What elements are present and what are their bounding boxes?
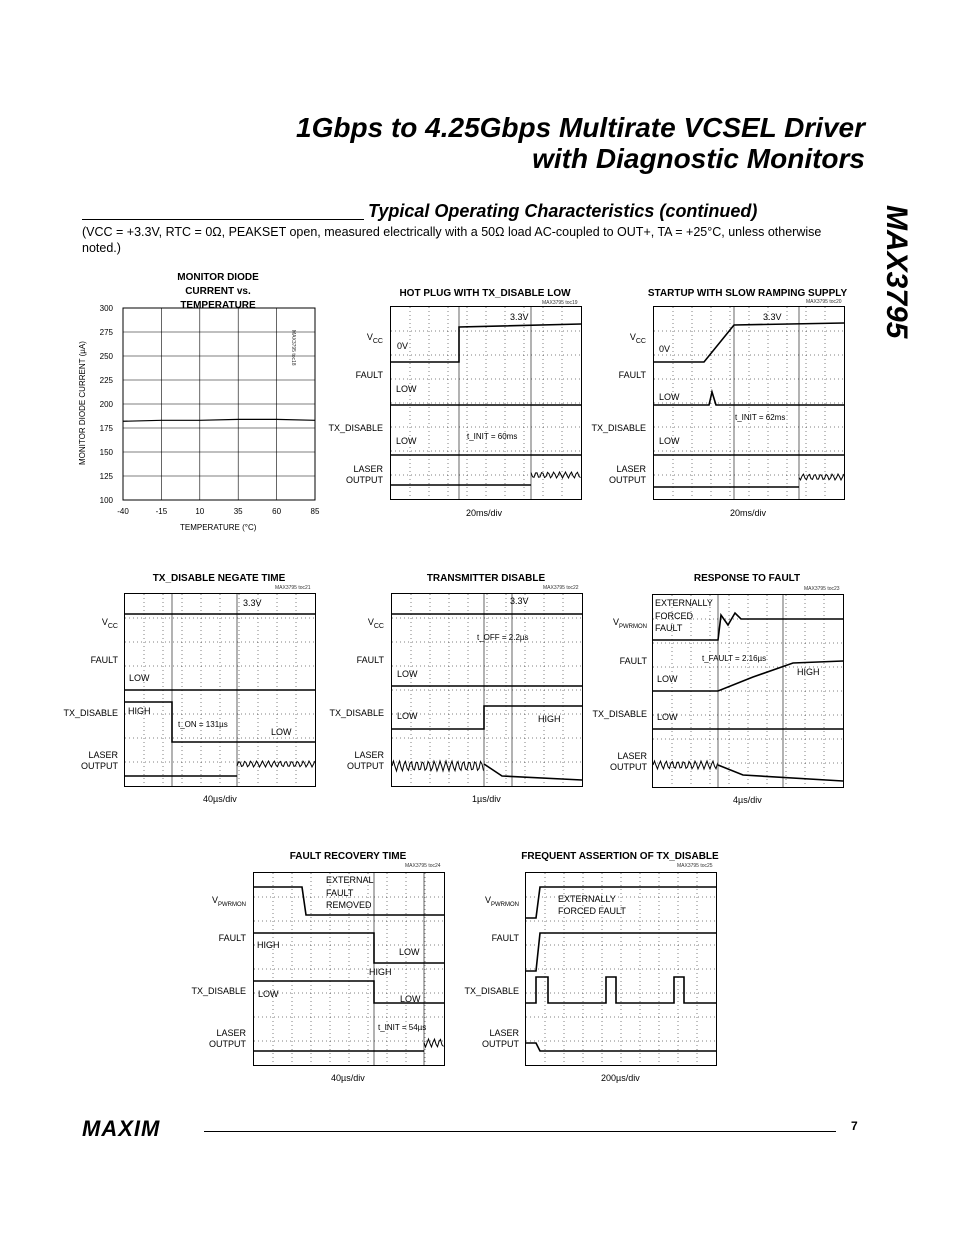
chart1-xtick: 35 xyxy=(233,507,243,516)
chart7-ann-ext3: REMOVED xyxy=(326,900,372,910)
s4-laser-noise xyxy=(237,761,315,767)
chart1-ytick: 125 xyxy=(99,472,113,481)
chart5-ann-low2: LOW xyxy=(397,711,418,721)
section-rule xyxy=(82,219,364,220)
chart4-ann-3v3: 3.3V xyxy=(243,598,262,608)
chart1-xtick: 10 xyxy=(195,507,205,516)
chart3-fault-label: FAULT xyxy=(618,370,646,380)
chart3-laser-label: LASER OUTPUT xyxy=(609,464,646,485)
chart4-ann-low: LOW xyxy=(129,673,150,683)
chart4-code: MAX3795 toc21 xyxy=(275,585,311,591)
chart3-ann-0v: 0V xyxy=(659,344,671,354)
chart8-txd-label: TX_DISABLE xyxy=(464,986,519,996)
chart8-ann-ext2: FORCED FAULT xyxy=(558,906,626,916)
chart1-xtick: -40 xyxy=(117,507,129,516)
chart5-ann-toff: t_OFF = 2.2µs xyxy=(477,633,529,642)
chart5-fault-label: FAULT xyxy=(356,655,384,665)
chart7-vpwrmon-label: $V_{PWRMON}$ xyxy=(211,895,246,908)
chart1-xtick: 85 xyxy=(310,507,320,516)
chart8-title: FREQUENT ASSERTION OF TX_DISABLE xyxy=(521,851,719,862)
chart2-ann-3v3: 3.3V xyxy=(510,312,529,322)
chart3-vcc-label: $V_{CC}$ xyxy=(629,332,646,345)
chart7-ann-ext2: FAULT xyxy=(326,888,354,898)
chart7-ann-ext1: EXTERNAL xyxy=(326,875,374,885)
chart2-timediv: 20ms/div xyxy=(466,508,503,518)
chart2-code: MAX3795 toc19 xyxy=(542,300,578,306)
chart4-ann-low2: LOW xyxy=(271,727,292,737)
chart6-timediv: 4µs/div xyxy=(733,795,762,805)
chart4-txd-label: TX_DISABLE xyxy=(63,708,118,718)
chart7-ann-low3: LOW xyxy=(400,994,421,1004)
chart3-timediv: 20ms/div xyxy=(730,508,767,518)
chart1-title-text: MONITOR DIODE CURRENT vs. TEMPERATURE xyxy=(177,272,259,311)
chart6-code: MAX3795 toc23 xyxy=(804,586,840,592)
chart6-fault-label: FAULT xyxy=(619,656,647,666)
s7-laser-noise xyxy=(424,1039,444,1047)
chart6-ann-low1: LOW xyxy=(657,674,678,684)
chart6-txd-label: TX_DISABLE xyxy=(592,709,647,719)
chart8-code: MAX3795 toc25 xyxy=(677,863,713,869)
chart2-fault-label: FAULT xyxy=(355,370,383,380)
conditions-line2: noted.) xyxy=(82,241,121,255)
chart1-ylabel: MONITOR DIODE CURRENT (µA) xyxy=(78,341,87,465)
chart2-laser-label: LASER OUTPUT xyxy=(346,464,383,485)
chart2-txd-label: TX_DISABLE xyxy=(328,423,383,433)
chart5-vcc-label: $V_{CC}$ xyxy=(367,617,384,630)
chart4-vcc-label: $V_{CC}$ xyxy=(101,617,118,630)
chart4-ann-high: HIGH xyxy=(128,706,151,716)
chart1-ytick: 150 xyxy=(99,448,113,457)
s2-laser-noise xyxy=(531,472,581,478)
doc-title-line1: 1Gbps to 4.25Gbps Multirate VCSEL Driver xyxy=(296,112,865,143)
chart2-vcc-label: $V_{CC}$ xyxy=(366,332,383,345)
chart7-title: FAULT RECOVERY TIME xyxy=(289,851,407,862)
s6-laser-noise xyxy=(653,761,718,769)
chart5-scope xyxy=(391,593,583,787)
chart8-fault-label: FAULT xyxy=(491,933,519,943)
chart3-code: MAX3795 toc20 xyxy=(806,299,842,305)
chart7-ann-low2: LOW xyxy=(258,989,279,999)
chart7-ann-high1: HIGH xyxy=(257,940,280,950)
chart1-ytick: 250 xyxy=(99,352,113,361)
chart5-code: MAX3795 toc22 xyxy=(543,585,579,591)
chart7-txd-label: TX_DISABLE xyxy=(191,986,246,996)
section-title: Typical Operating Characteristics (continued) xyxy=(368,201,758,221)
chart5-title: TRANSMITTER DISABLE xyxy=(426,573,546,584)
chart7-ann-high2: HIGH xyxy=(369,967,392,977)
chart6-ann-ext3: FAULT xyxy=(655,623,683,633)
chart1-ytick: 200 xyxy=(99,400,113,409)
chart4-laser-label: LASER OUTPUT xyxy=(81,750,118,771)
page-number: 7 xyxy=(851,1119,858,1133)
chart4-scope xyxy=(124,593,316,787)
chart3-ann-low1: LOW xyxy=(659,392,680,402)
chart3-title: STARTUP WITH SLOW RAMPING SUPPLY xyxy=(647,288,848,299)
chart5-laser-label: LASER OUTPUT xyxy=(347,750,384,771)
chart8-ann-ext1: EXTERNALLY xyxy=(558,894,616,904)
chart3-ann-tinit: t_INIT = 62ms xyxy=(735,413,786,422)
chart7-code: MAX3795 toc24 xyxy=(405,863,441,869)
chart1-ytick: 225 xyxy=(99,376,113,385)
chart4-fault-label: FAULT xyxy=(90,655,118,665)
chart1-series-line xyxy=(123,419,315,421)
chart1-ytick: 275 xyxy=(99,328,113,337)
chart5-waveforms xyxy=(392,594,582,786)
chart2-scope xyxy=(390,306,582,500)
chart3-scope xyxy=(653,306,845,500)
chart3-txd-label: TX_DISABLE xyxy=(591,423,646,433)
chart8-laser-label: LASER OUTPUT xyxy=(482,1028,519,1049)
chart5-ann-low1: LOW xyxy=(397,669,418,679)
chart3-ann-3v3: 3.3V xyxy=(763,312,782,322)
chart1-plot xyxy=(85,300,325,530)
chart2-ann-low2: LOW xyxy=(396,436,417,446)
chart6-ann-ext2: FORCED xyxy=(655,611,693,621)
chart6-laser-label: LASER OUTPUT xyxy=(610,751,647,772)
chart8-scope xyxy=(525,872,717,1066)
chart7-timediv: 40µs/div xyxy=(331,1073,365,1083)
chart7-laser-label: LASER OUTPUT xyxy=(209,1028,246,1049)
chart2-ann-tinit: t_INIT = 60ms xyxy=(467,432,518,441)
chart3-ann-low2: LOW xyxy=(659,436,680,446)
chart5-txd-label: TX_DISABLE xyxy=(329,708,384,718)
chart6-ann-high: HIGH xyxy=(797,667,820,677)
chart3-waveforms xyxy=(654,307,844,499)
chart4-timediv: 40µs/div xyxy=(203,794,237,804)
chart2-title: HOT PLUG WITH TX_DISABLE LOW xyxy=(399,288,571,299)
chart7-fault-label: FAULT xyxy=(218,933,246,943)
chart1-code: MAX3795 toc18 xyxy=(290,330,296,366)
chart2-ann-0v: 0V xyxy=(397,341,409,351)
chart4-title: TX_DISABLE NEGATE TIME xyxy=(152,573,286,584)
footer-rule xyxy=(204,1131,836,1132)
chart6-title: RESPONSE TO FAULT xyxy=(693,573,801,584)
side-part-number: MAX3795 xyxy=(880,205,913,339)
chart6-ann-low2: LOW xyxy=(657,712,678,722)
chart4-waveforms xyxy=(125,594,315,786)
conditions-line1: (VCC = +3.3V, RTC = 0Ω, PEAKSET open, measured electrically with a 50Ω load AC-coupled to OUT+, TA = +25°C, unless otherwise xyxy=(82,225,822,239)
chart1-ytick: 100 xyxy=(99,496,113,505)
chart5-ann-high: HIGH xyxy=(538,714,561,724)
chart1-xtick: 60 xyxy=(272,507,282,516)
chart6-ann-tfault: t_FAULT = 2.16µs xyxy=(702,654,767,663)
chart7-ann-tinit: t_INIT = 54µs xyxy=(378,1023,427,1032)
chart7-ann-low1: LOW xyxy=(399,947,420,957)
chart2-waveforms xyxy=(391,307,581,499)
doc-title-line2: with Diagnostic Monitors xyxy=(532,143,865,174)
chart1-ytick: 175 xyxy=(99,424,113,433)
chart5-timediv: 1µs/div xyxy=(472,794,501,804)
s5-laser-trace xyxy=(484,764,582,780)
chart4-ann-ton: t_ON = 131µs xyxy=(178,720,228,729)
s3-vcc-trace xyxy=(654,323,844,362)
maxim-logo: MAXIM xyxy=(82,1116,161,1141)
s5-laser-noise xyxy=(392,761,484,771)
chart8-waveforms xyxy=(526,873,716,1065)
chart1-xtick: -15 xyxy=(155,507,168,516)
chart8-timediv: 200µs/div xyxy=(601,1073,640,1083)
chart2-ann-low1: LOW xyxy=(396,384,417,394)
s3-laser-noise xyxy=(799,474,844,480)
chart1-xlabel: TEMPERATURE (°C) xyxy=(180,523,257,532)
chart8-vpwrmon-label: $V_{PWRMON}$ xyxy=(484,895,519,908)
chart1-ytick: 300 xyxy=(99,304,113,313)
chart5-ann-3v3: 3.3V xyxy=(510,596,529,606)
chart6-vpwrmon-label: $V_{PWRMON}$ xyxy=(612,617,647,630)
chart6-ann-ext1: EXTERNALLY xyxy=(655,598,713,608)
